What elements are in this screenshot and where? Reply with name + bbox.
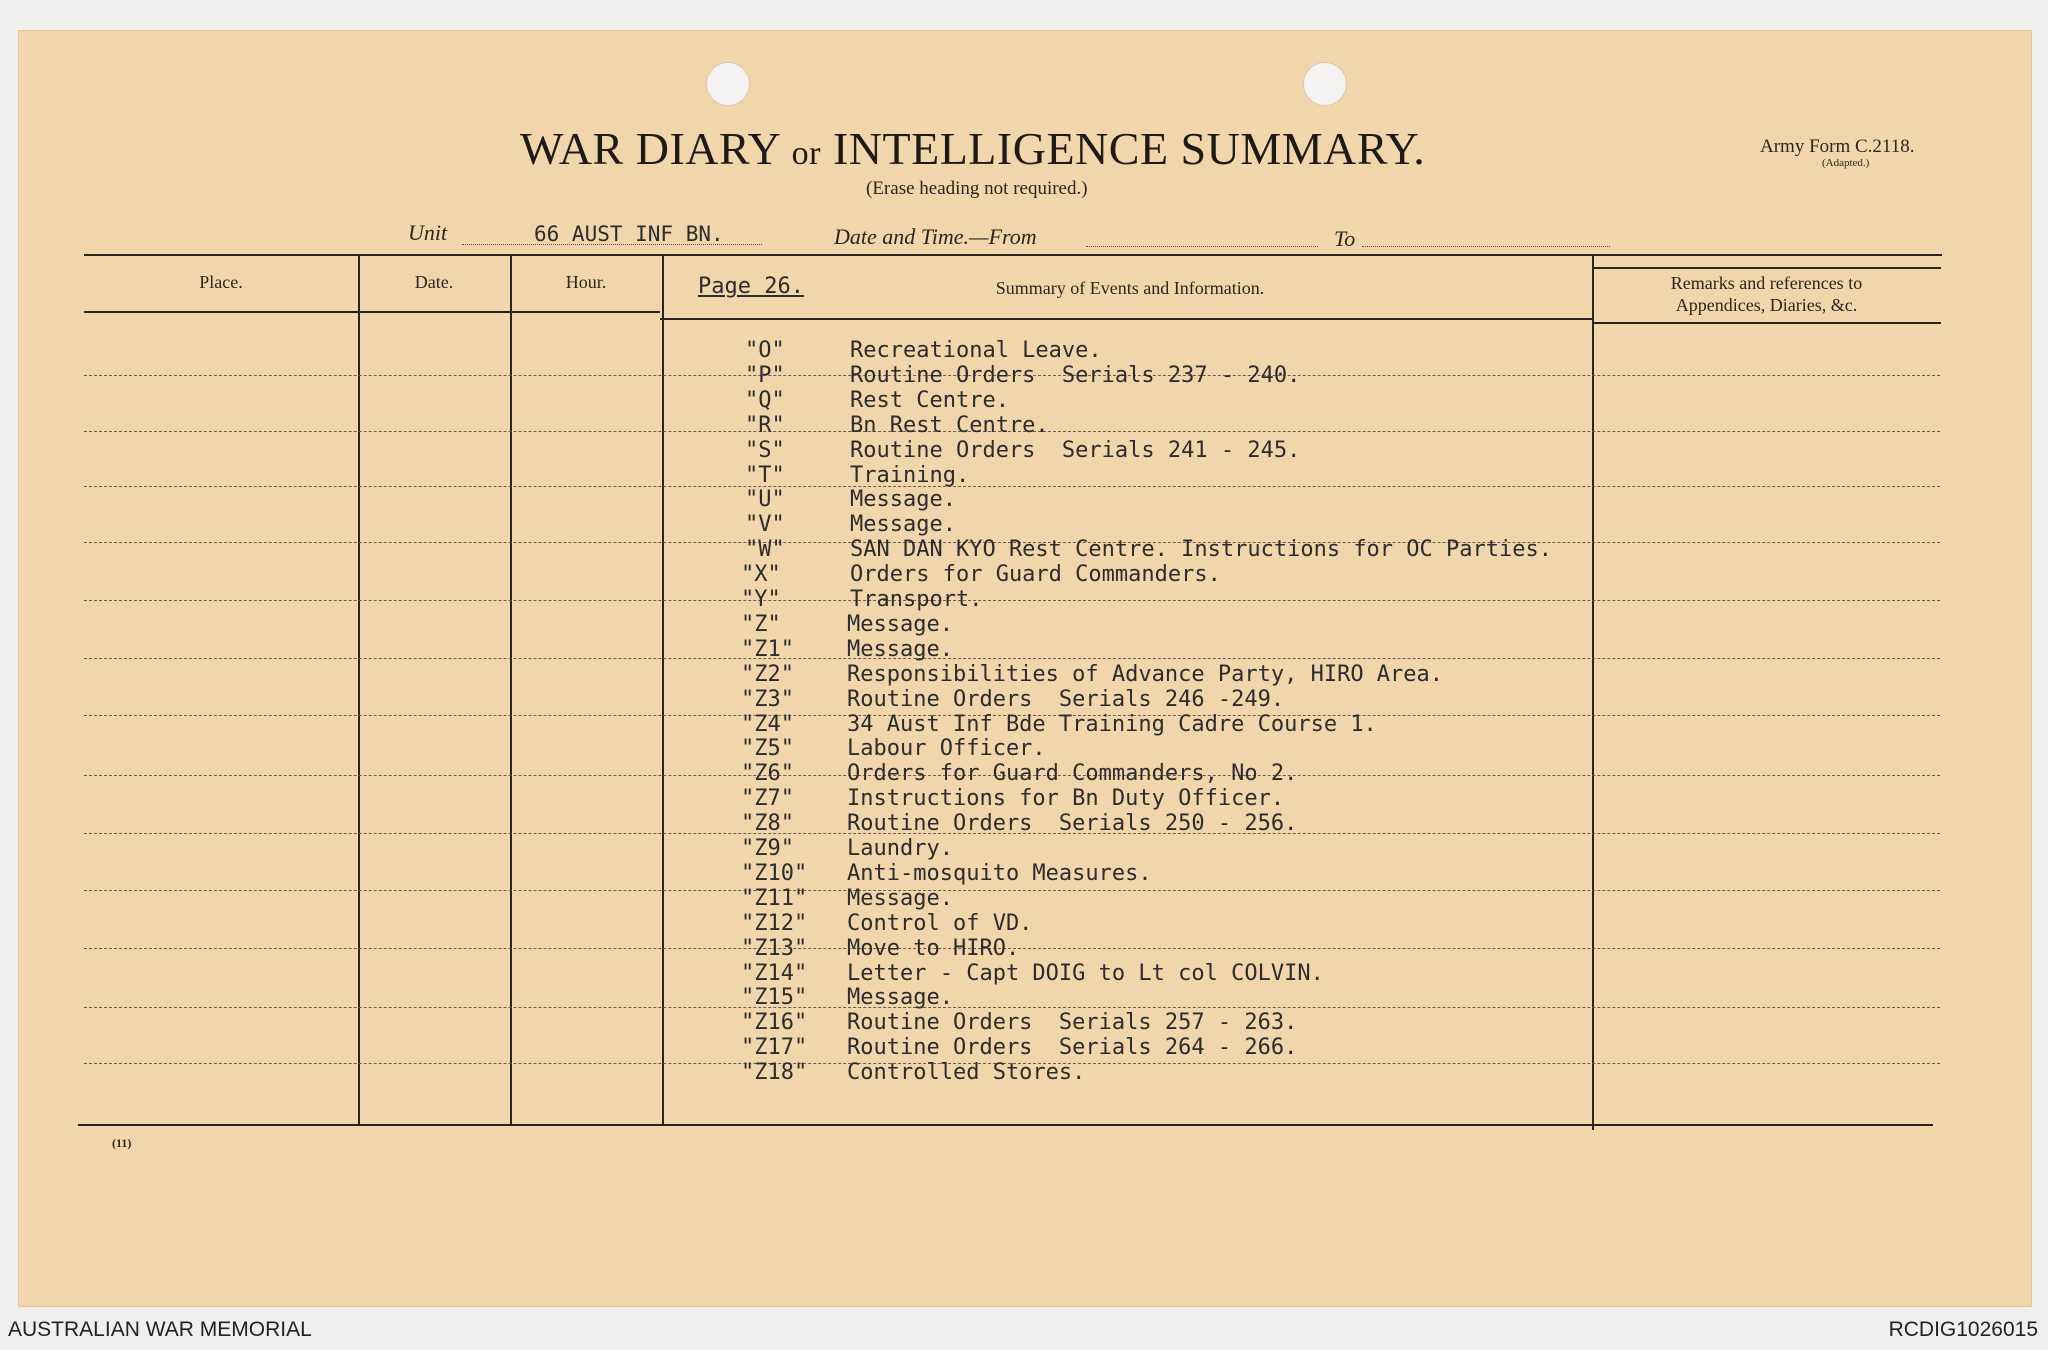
entry-text: Message. <box>847 886 953 911</box>
row-guide-line <box>84 1007 1940 1008</box>
entry-text: Laundry. <box>847 836 953 861</box>
summary-remarks-divider <box>1592 256 1594 1130</box>
archive-reference: RCDIG1026015 <box>1888 1318 2038 1341</box>
entry-text: Routine Orders Serials 246 -249. <box>847 687 1285 712</box>
army-form-number: Army Form C.2118. <box>1760 136 1915 157</box>
title-war-diary: WAR DIARY <box>520 123 780 174</box>
entry-text: Move to HIRO. <box>847 936 1020 961</box>
header-bottom-rule-left <box>84 311 660 313</box>
entry-text: Routine Orders Serials 250 - 256. <box>847 811 1298 836</box>
entry-code: "Z12" <box>741 911 808 936</box>
unit-label: Unit <box>408 220 448 245</box>
table-bottom-rule <box>78 1124 1933 1126</box>
unit-value: 66 AUST INF BN. <box>534 222 724 246</box>
entry-code: "Z9" <box>741 836 794 861</box>
entry-code: "Z15" <box>741 985 808 1010</box>
entry-text: Letter - Capt DOIG to Lt col COLVIN. <box>847 961 1324 986</box>
entry-code: "Z6" <box>741 761 794 786</box>
row-guide-line <box>84 658 1940 659</box>
entry-code: "Z4" <box>741 712 794 737</box>
to-dotted-line <box>1362 246 1610 247</box>
entry-text: Message. <box>847 637 953 662</box>
page-number: Page 26. <box>698 274 804 299</box>
date-hour-divider <box>510 256 512 1124</box>
entry-text: Message. <box>847 612 953 637</box>
entry-code: "Z14" <box>741 961 808 986</box>
entry-code: "Z16" <box>741 1010 808 1035</box>
entry-text: Routine Orders Serials 237 - 240. <box>850 363 1301 388</box>
entry-code: "Z18" <box>741 1060 808 1085</box>
entry-text: Message. <box>850 512 956 537</box>
entry-text: Recreational Leave. <box>850 338 1102 363</box>
entry-text: Routine Orders Serials 264 - 266. <box>847 1035 1298 1060</box>
form-footnote: (11) <box>112 1136 132 1150</box>
place-date-divider <box>358 256 360 1124</box>
entry-code: "Z2" <box>741 662 794 687</box>
entry-code: "O" <box>745 338 785 363</box>
entry-code: "S" <box>745 438 785 463</box>
row-guide-line <box>84 890 1940 891</box>
entry-code: "Z17" <box>741 1035 808 1060</box>
entry-text: Labour Officer. <box>847 736 1046 761</box>
punch-hole-left <box>706 62 750 106</box>
col-header-place: Place. <box>199 272 243 292</box>
entry-code: "P" <box>745 363 785 388</box>
col-header-summary: Summary of Events and Information. <box>995 278 1265 298</box>
entry-text: 34 Aust Inf Bde Training Cadre Course 1. <box>847 712 1377 737</box>
col-header-hour: Hour. <box>565 272 607 292</box>
entry-code: "Z1" <box>741 637 794 662</box>
entry-code: "Z11" <box>741 886 808 911</box>
army-form-adapted: (Adapted.) <box>1822 157 1870 169</box>
entry-code: "Z3" <box>741 687 794 712</box>
entry-code: "X" <box>741 562 781 587</box>
row-guide-line <box>84 486 1940 487</box>
col-header-remarks-line2: Appendices, Diaries, &c. <box>1675 295 1858 315</box>
entry-code: "Z13" <box>741 936 808 961</box>
entry-text: SAN DAN KYO Rest Centre. Instructions for OC Parties. <box>850 537 1552 562</box>
table-top-rule <box>84 254 1942 256</box>
entry-code: "Z10" <box>741 861 808 886</box>
form-subtitle: (Erase heading not required.) <box>866 178 1088 199</box>
entry-code: "Z8" <box>741 811 794 836</box>
punch-hole-right <box>1303 62 1347 106</box>
header-bottom-rule-remarks <box>1592 322 1941 324</box>
header-bottom-rule-summary <box>660 318 1592 320</box>
entry-text: Rest Centre. <box>850 388 1009 413</box>
entry-text: Bn Rest Centre. <box>850 413 1049 438</box>
entry-code: "Z" <box>741 612 781 637</box>
entry-code: "Y" <box>741 587 781 612</box>
to-label: To <box>1334 226 1356 251</box>
from-dotted-line <box>1086 246 1318 247</box>
row-guide-line <box>84 600 1940 601</box>
entry-code: "V" <box>745 512 785 537</box>
entry-text: Training. <box>850 463 970 488</box>
entry-text: Transport. <box>850 587 983 612</box>
entry-code: "Z7" <box>741 786 794 811</box>
col-header-date: Date. <box>414 272 454 292</box>
date-time-from-label: Date and Time.—From <box>834 224 1037 249</box>
entry-code: "U" <box>745 487 785 512</box>
entry-text: Orders for Guard Commanders. <box>850 562 1221 587</box>
hour-summary-divider <box>662 256 664 1124</box>
entry-text: Routine Orders Serials 241 - 245. <box>850 438 1301 463</box>
title-intelligence-summary: INTELLIGENCE SUMMARY. <box>832 123 1426 174</box>
entry-text: Orders for Guard Commanders, No 2. <box>847 761 1298 786</box>
entry-text: Message. <box>850 487 956 512</box>
title-or: or <box>791 135 821 172</box>
entry-text: Controlled Stores. <box>847 1060 1086 1085</box>
form-title <box>520 122 1500 175</box>
entry-text: Responsibilities of Advance Party, HIRO Area. <box>847 662 1444 687</box>
entry-text: Instructions for Bn Duty Officer. <box>847 786 1285 811</box>
entry-text: Anti-mosquito Measures. <box>847 861 1152 886</box>
col-header-remarks-line1: Remarks and references to <box>1670 273 1863 293</box>
entry-code: "Q" <box>745 388 785 413</box>
entry-code: "W" <box>745 537 785 562</box>
archive-caption: AUSTRALIAN WAR MEMORIAL <box>8 1318 312 1341</box>
entry-code: "T" <box>745 463 785 488</box>
entry-code: "R" <box>745 413 785 438</box>
entry-text: Message. <box>847 985 953 1010</box>
entry-text: Routine Orders Serials 257 - 263. <box>847 1010 1298 1035</box>
entry-text: Control of VD. <box>847 911 1033 936</box>
remarks-top-rule <box>1592 267 1941 269</box>
entry-code: "Z5" <box>741 736 794 761</box>
